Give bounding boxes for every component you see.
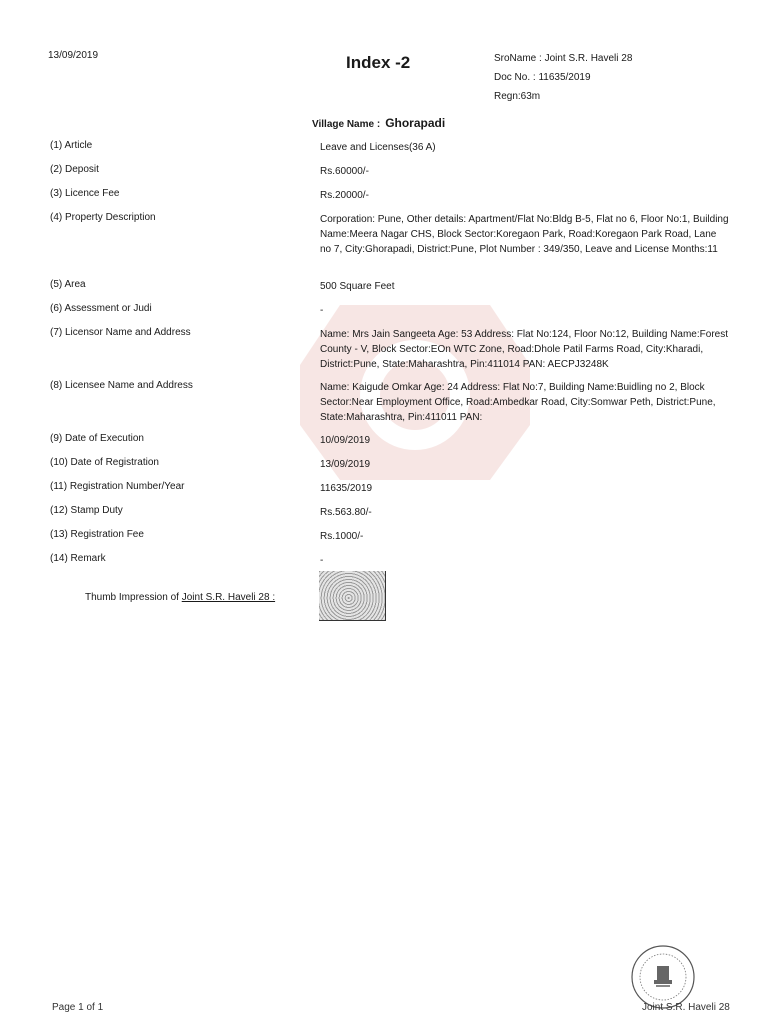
row-label: (8) Licensee Name and Address [50, 380, 193, 391]
row-label: (13) Registration Fee [50, 529, 144, 540]
row-value: Rs.20000/- [320, 190, 369, 201]
row-value: Corporation: Pune, Other details: Apartment/Flat No:Bldg B-5, Flat no 6, Floor No:1, Building Name:Meera Nagar CHS, Block Sector:Koregaon Park, Road:Koregaon Park Road, Lane no 7, City:Ghorapadi, District:Pune, Plot Number : 349/350, Leave and License Months:11 [320, 214, 729, 255]
official-seal-icon [630, 944, 696, 1010]
row-value: Rs.1000/- [320, 531, 364, 542]
row-value: Rs.60000/- [320, 166, 369, 177]
row-label: (7) Licensor Name and Address [50, 327, 191, 338]
sro-name: SroName : Joint S.R. Haveli 28 [494, 53, 633, 64]
row-label: (6) Assessment or Judi [50, 303, 152, 314]
row-value: Name: Mrs Jain Sangeeta Age: 53 Address: Flat No:124, Floor No:12, Building Name:Forest County - V, Block Sector:EOn WTC Zone, Road:Dhole Patil Farms Road, City:Kharadi, District:Pune, State:Maharashtra, Pin:411014 PAN: AECPJ3248K [320, 329, 728, 370]
thumb-impression-image [319, 571, 386, 621]
row-label: (2) Deposit [50, 164, 99, 175]
doc-number: Doc No. : 11635/2019 [494, 72, 591, 83]
thumb-impression-label [85, 592, 275, 603]
page-title: Index -2 [346, 53, 411, 72]
row-label: (11) Registration Number/Year [50, 481, 185, 492]
row-value: 500 Square Feet [320, 281, 395, 292]
row-label: (5) Area [50, 279, 86, 290]
row-label: (12) Stamp Duty [50, 505, 123, 516]
row-value: Rs.563.80/- [320, 507, 372, 518]
row-value: Leave and Licenses(36 A) [320, 142, 436, 153]
village-name: Ghorapadi [385, 116, 446, 130]
row-label: (10) Date of Registration [50, 457, 159, 468]
row-label: (4) Property Description [50, 212, 156, 223]
row-value: - [320, 305, 324, 316]
row-label: (14) Remark [50, 553, 106, 564]
row-value: - [320, 555, 324, 566]
thumb-office-name: Joint S.R. Haveli 28 : [181, 592, 276, 603]
registration-info [494, 49, 632, 106]
row-label: (1) Article [50, 140, 93, 151]
page-number: Page 1 of 1 [52, 1002, 104, 1013]
regn-code: Regn:63m [494, 91, 541, 102]
footer-office-name: Joint S.R. Haveli 28 [642, 1002, 730, 1013]
document-date: 13/09/2019 [48, 50, 99, 61]
row-value: 11635/2019 [320, 483, 373, 494]
village-label: Village Name : [312, 119, 381, 130]
village-line [312, 116, 445, 130]
thumb-prefix: Thumb Impression of [85, 592, 182, 603]
row-label: (9) Date of Execution [50, 433, 144, 444]
row-value: Name: Kaigude Omkar Age: 24 Address: Flat No:7, Building Name:Buidling no 2, Block Sector:Near Employment Office, Road:Ambedkar Road, City:Somwar Peth, District:Pune, State:Maharashtra, Pin:411011 PAN: [320, 382, 716, 423]
row-value: 13/09/2019 [320, 459, 371, 470]
row-label: (3) Licence Fee [50, 188, 120, 199]
row-value: 10/09/2019 [320, 435, 371, 446]
